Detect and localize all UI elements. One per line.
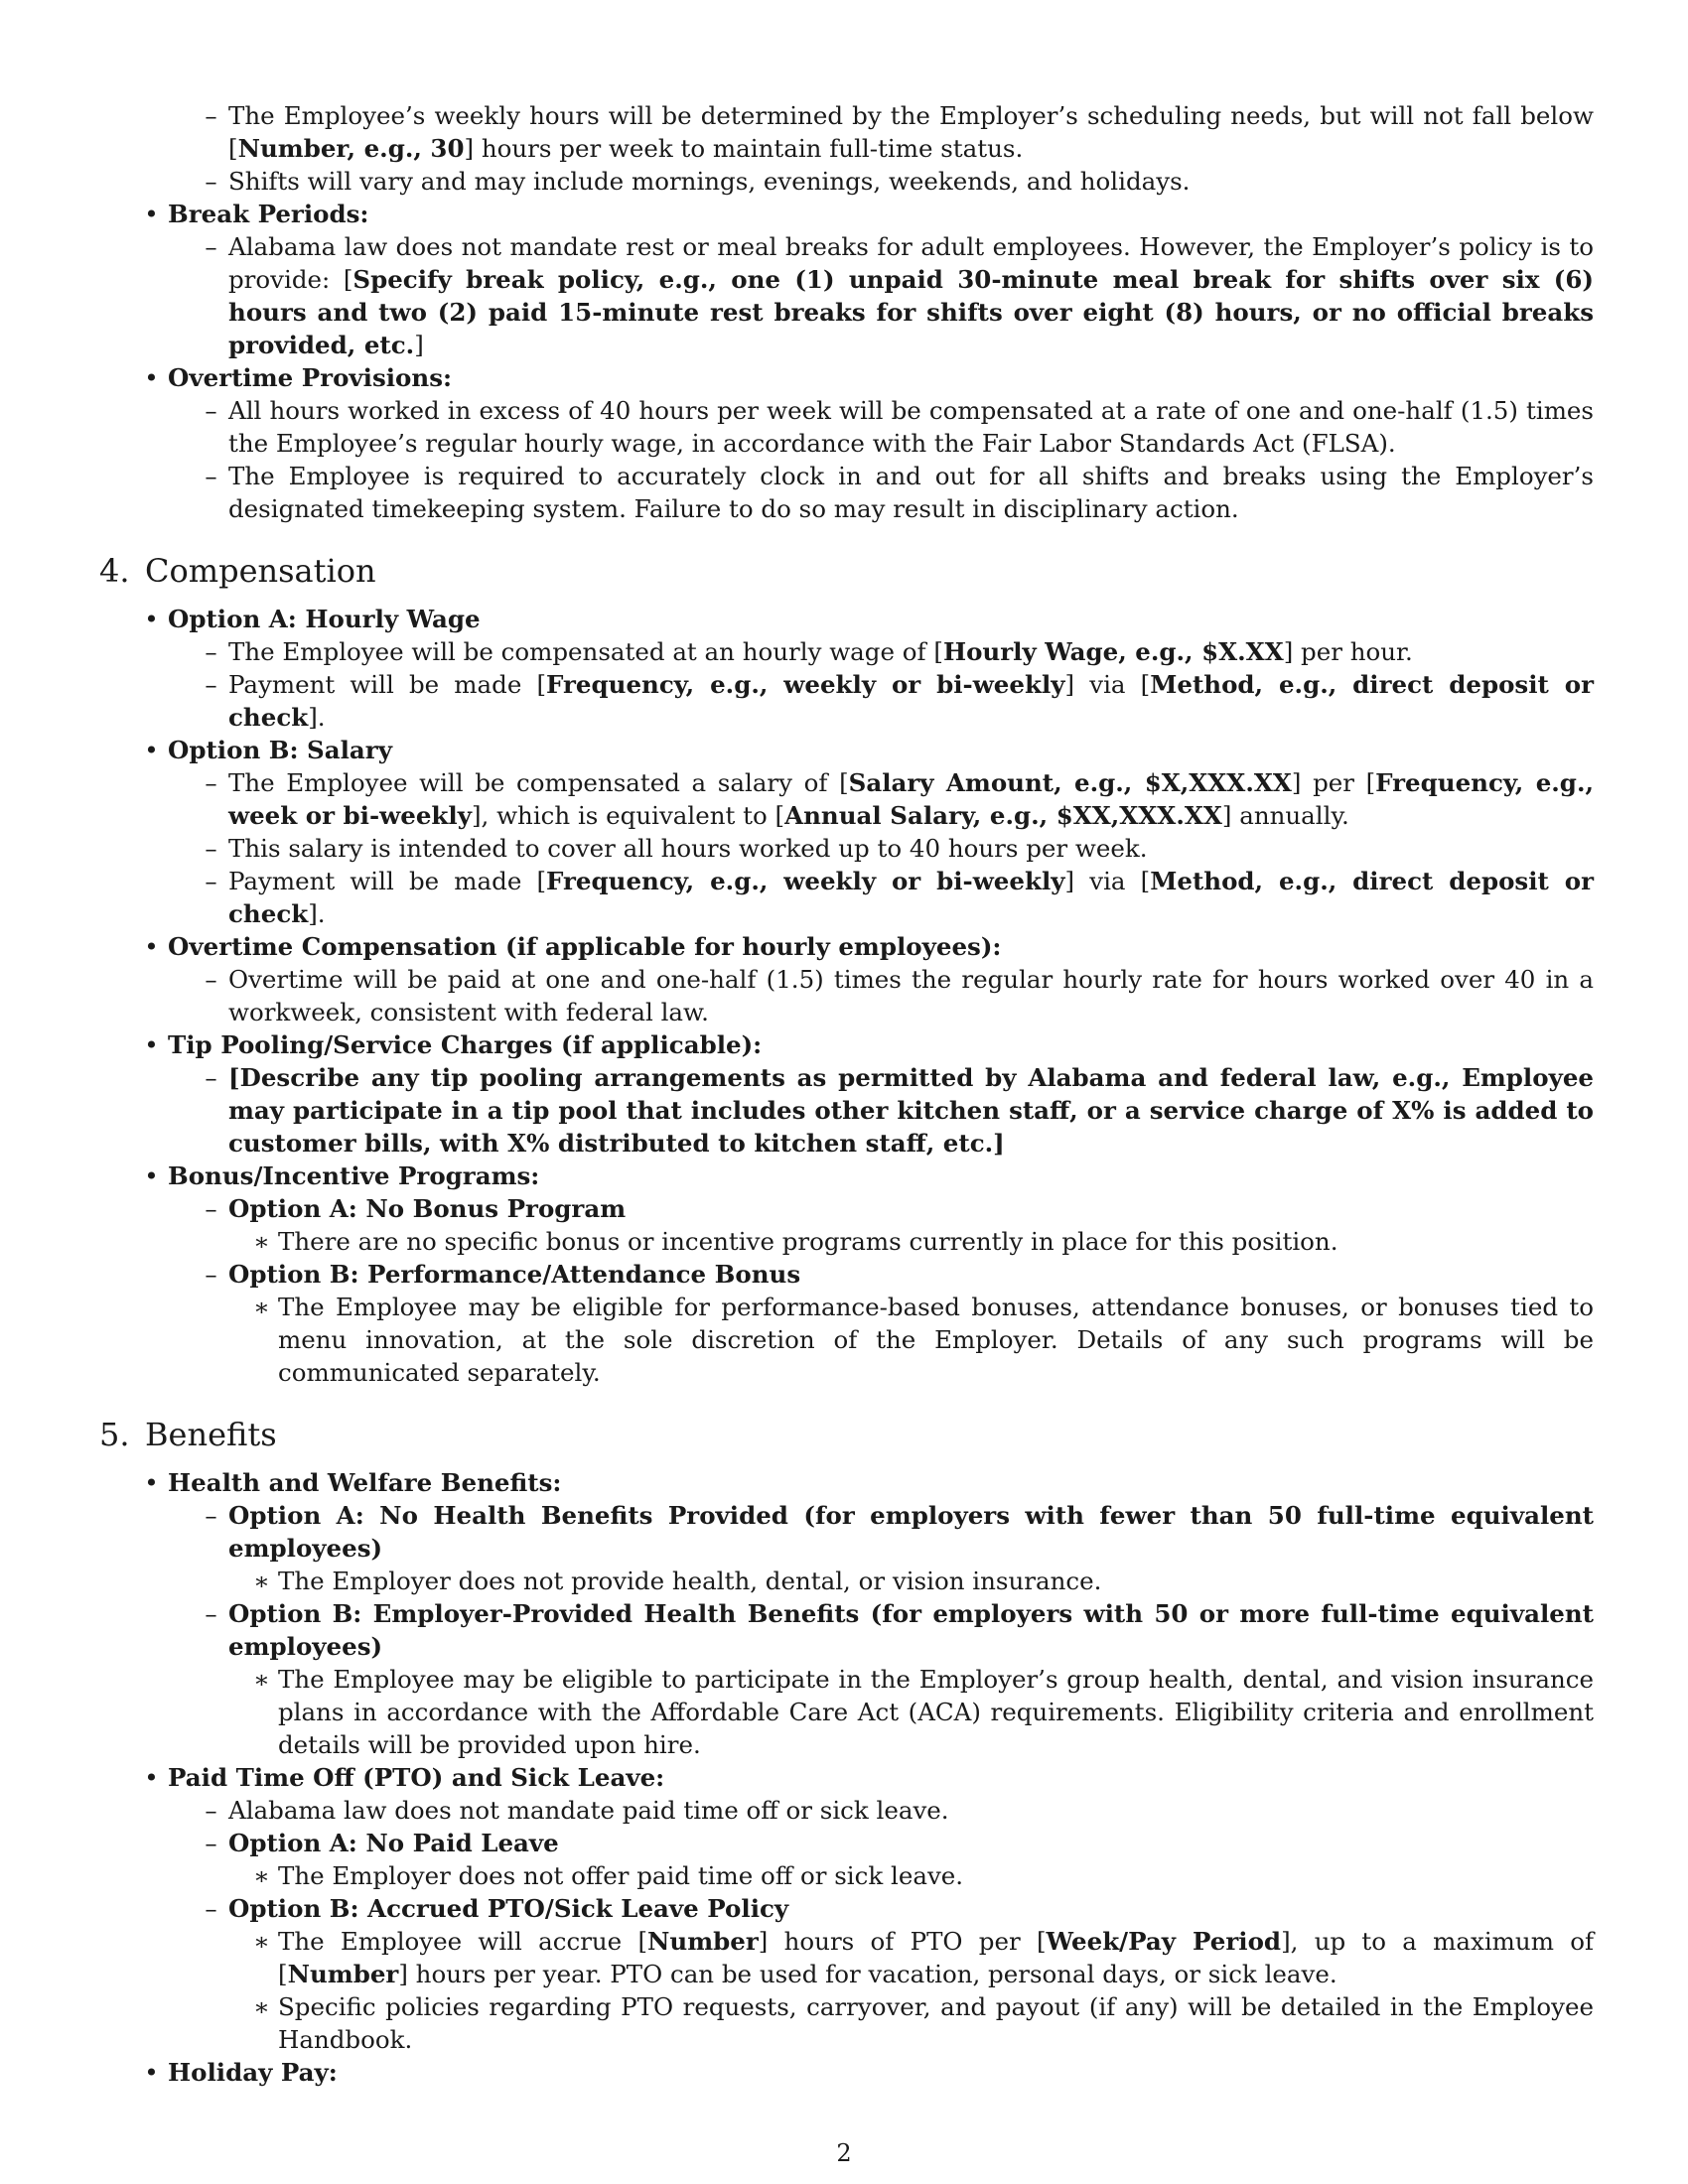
list-item: ∗ The Employee will accrue [Number] hours of PTO per [Week/Pay Period], up to a maximum of [Number] hours per year. PTO can be used for vacation, personal days, or sick leave. (253, 1927, 1595, 1988)
list-item: • Tip Pooling/Service Charges (if applicable): (144, 1030, 763, 1059)
list-item: • Option A: Hourly Wage (144, 605, 481, 633)
list-item: ∗ The Employer does not offer paid time off or sick leave. (253, 1861, 964, 1890)
list-item: – The Employee is required to accurately clock in and out for all shifts and breaks using the Employer’s designated timekeeping system. Failure to do so may result in disciplinary action. (205, 462, 1594, 523)
list-item: – Alabama law does not mandate rest or meal breaks for adult employees. However, the Employer’s policy is to provide: [Specify break policy, e.g., one (1) unpaid 30-minute meal break for shifts over six (6) hours and two (2) paid 15-minute rest breaks for shifts over eight (8) hours, or no official breaks provided, etc.] (205, 232, 1594, 359)
list-item: – Overtime will be paid at one and one-half (1.5) times the regular hourly rate for hours worked over 40 in a workweek, consistent with federal law. (205, 965, 1594, 1026)
list-item: • Break Periods: (99, 198, 1594, 230)
document-page (99, 99, 1594, 2089)
list-item: ∗ The Employee may be eligible to participate in the Employer’s group health, dental, and vision insurance plans in accordance with the Affordable Care Act (ACA) requirements. Eligibility criteria and enrollment details will be provided upon hire. (253, 1665, 1594, 1759)
list-item: – Option A: No Paid Leave (205, 1829, 559, 1857)
section-heading-benefits: 5. Benefits (99, 1416, 277, 1453)
list-item: ∗ Specific policies regarding PTO requests, carryover, and payout (if any) will be detailed in the Employee Handbook. (253, 1992, 1594, 2054)
list-item: – Option B: Accrued PTO/Sick Leave Policy (205, 1894, 789, 1923)
list-item: • Holiday Pay: (144, 2058, 338, 2087)
list-item: • Option B: Salary (144, 736, 392, 764)
list-item: – Option A: No Health Benefits Provided (for employers with fewer than 50 full-time equivalent employees) (205, 1501, 1594, 1563)
list-item: • Paid Time Off (PTO) and Sick Leave: (144, 1763, 665, 1792)
list-item: • Overtime Provisions: (99, 361, 1594, 394)
list-item: – Payment will be made [Frequency, e.g., weekly or bi-weekly] via [Method, e.g., direct deposit or check]. (205, 670, 1594, 732)
list-item: – Option A: No Bonus Program (205, 1194, 627, 1223)
list-item: – The Employee will be compensated at an hourly wage of [Hourly Wage, e.g., $X.XX] per hour. (205, 637, 1413, 666)
list-item: • Overtime Compensation (if applicable for hourly employees): (144, 932, 1002, 961)
section-heading-compensation: 4. Compensation (99, 552, 376, 590)
list-item: – Option B: Performance/Attendance Bonus (205, 1260, 801, 1289)
break-periods-heading: Break Periods: (168, 200, 369, 228)
list-item: – The Employee’s weekly hours will be determined by the Employer’s scheduling needs, but will not fall below [Number, e.g., 30] hours per week to maintain full-time status. (205, 101, 1594, 163)
page-number: 2 (836, 2139, 852, 2167)
overtime-provisions-heading: Overtime Provisions: (168, 363, 453, 392)
list-item: – [Describe any tip pooling arrangements as permitted by Alabama and federal law, e.g., Employee may participate in a tip pool that includes other kitchen staff, or a service charge of X% is added to customer bills, with X% distributed to kitchen staff, etc.] (205, 1063, 1594, 1158)
list-item: – All hours worked in excess of 40 hours per week will be compensated at a rate of one and one-half (1.5) times the Employee’s regular hourly wage, in accordance with the Fair Labor Standards Act (FLSA). (205, 396, 1594, 458)
list-item: – The Employee will be compensated a salary of [Salary Amount, e.g., $X,XXX.XX] per [Frequency, e.g., week or bi-weekly], which is equivalent to [Annual Salary, e.g., $XX,XXX.XX] annually. (205, 768, 1594, 830)
list-item: – Shifts will vary and may include mornings, evenings, weekends, and holidays. (205, 167, 1191, 196)
list-item: • Bonus/Incentive Programs: (144, 1161, 540, 1190)
list-item: – Alabama law does not mandate paid time off or sick leave. (205, 1796, 949, 1825)
list-item: – This salary is intended to cover all hours worked up to 40 hours per week. (205, 834, 1148, 863)
list-item: ∗ The Employee may be eligible for performance-based bonuses, attendance bonuses, or bonuses tied to menu innovation, at the sole discretion of the Employer. Details of any such programs will be communicated separately. (253, 1293, 1594, 1387)
list-item: ∗ The Employer does not provide health, dental, or vision insurance. (253, 1567, 1102, 1595)
list-item: • Health and Welfare Benefits: (144, 1468, 562, 1497)
list-item: ∗ There are no specific bonus or incentive programs currently in place for this position. (253, 1227, 1338, 1256)
list-item: – Payment will be made [Frequency, e.g., weekly or bi-weekly] via [Method, e.g., direct deposit or check]. (205, 867, 1594, 928)
list-item: – Option B: Employer-Provided Health Benefits (for employers with 50 or more full-time equivalent employees) (205, 1599, 1594, 1661)
